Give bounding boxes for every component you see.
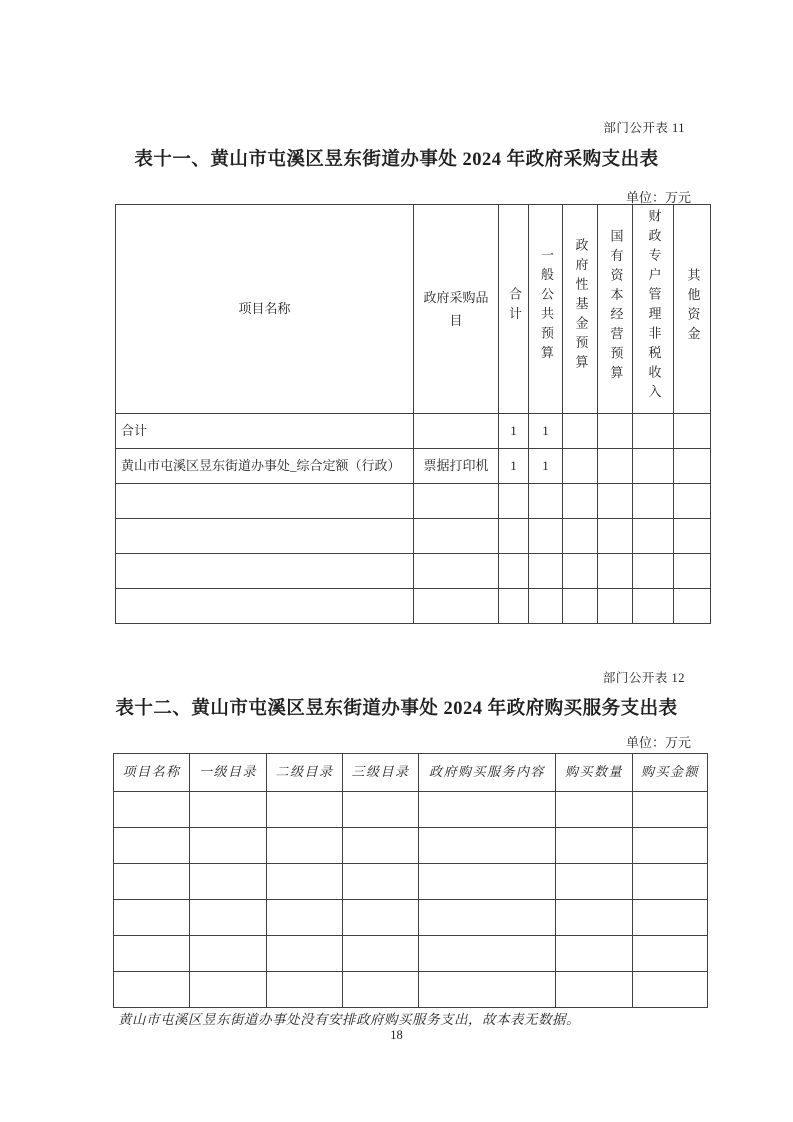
table-row-empty: [116, 484, 711, 519]
header-level2-catalog: 二级目录: [267, 754, 343, 792]
header-service-content: 政府购买服务内容: [419, 754, 556, 792]
cell-project-name: 合计: [116, 414, 414, 449]
cell-fund-budget: [563, 414, 598, 449]
table-header-row: [116, 205, 711, 414]
cell-fund-budget: [563, 449, 598, 484]
procurement-expenditure-table: [115, 204, 711, 624]
cell-item: [414, 414, 499, 449]
cell-other-funds: [674, 449, 711, 484]
cell-other-funds: [674, 414, 711, 449]
header-fiscal-account-nontax: 财政专户管理非税收入: [633, 205, 674, 414]
table12-disclosure-label: 部门公开表 12: [602, 671, 685, 685]
table-row-empty: [114, 828, 708, 864]
header-govt-fund-budget: 政府性基金预算: [563, 205, 598, 414]
table-row-empty: [114, 972, 708, 1008]
cell-state-capital: [598, 414, 633, 449]
table-row-empty: [116, 554, 711, 589]
cell-fiscal-account: [633, 414, 674, 449]
table-row-empty: [116, 519, 711, 554]
cell-state-capital: [598, 449, 633, 484]
purchased-services-table: [113, 753, 708, 1008]
cell-fiscal-account: [633, 449, 674, 484]
header-level1-catalog: 一级目录: [190, 754, 267, 792]
table-row-empty: [114, 900, 708, 936]
table11-disclosure-label: 部门公开表 11: [603, 121, 685, 135]
cell-general-budget: 1: [529, 414, 563, 449]
table-row-empty: [114, 864, 708, 900]
table-row-empty: [114, 792, 708, 828]
header-procurement-item: 政府采购品目: [414, 205, 499, 414]
header-level3-catalog: 三级目录: [343, 754, 419, 792]
table12-unit-label: 单位：万元: [625, 735, 691, 750]
table-row-empty: [114, 936, 708, 972]
table12-title: 表十二、黄山市屯溪区昱东街道办事处 2024 年政府购买服务支出表: [115, 699, 678, 719]
cell-item: 票据打印机: [414, 449, 499, 484]
header-other-funds: 其他资金: [674, 205, 711, 414]
header-state-capital-budget: 国有资本经营预算: [598, 205, 633, 414]
cell-total: 1: [499, 449, 529, 484]
header-purchase-amount: 购买金额: [633, 754, 708, 792]
header-project-name: 项目名称: [114, 754, 190, 792]
table11-title: 表十一、黄山市屯溪区昱东街道办事处 2024 年政府采购支出表: [134, 150, 659, 170]
header-purchase-quantity: 购买数量: [556, 754, 633, 792]
table-header-row: [114, 754, 708, 792]
header-project-name: 项目名称: [116, 205, 414, 414]
table11-unit-label: 单位：万元: [625, 190, 691, 205]
cell-total: 1: [499, 414, 529, 449]
header-total: 合计: [499, 205, 529, 414]
no-data-note: 黄山市屯溪区昱东街道办事处没有安排政府购买服务支出，故本表无数据。: [118, 1012, 580, 1027]
page-number: 18: [390, 1028, 403, 1042]
table-row-item: [116, 449, 711, 484]
header-general-public-budget: 一般公共预算: [529, 205, 563, 414]
cell-project-name: 黄山市屯溪区昱东街道办事处_综合定额（行政）: [116, 449, 414, 484]
cell-general-budget: 1: [529, 449, 563, 484]
table-row-empty: [116, 589, 711, 624]
table-row-total: [116, 414, 711, 449]
